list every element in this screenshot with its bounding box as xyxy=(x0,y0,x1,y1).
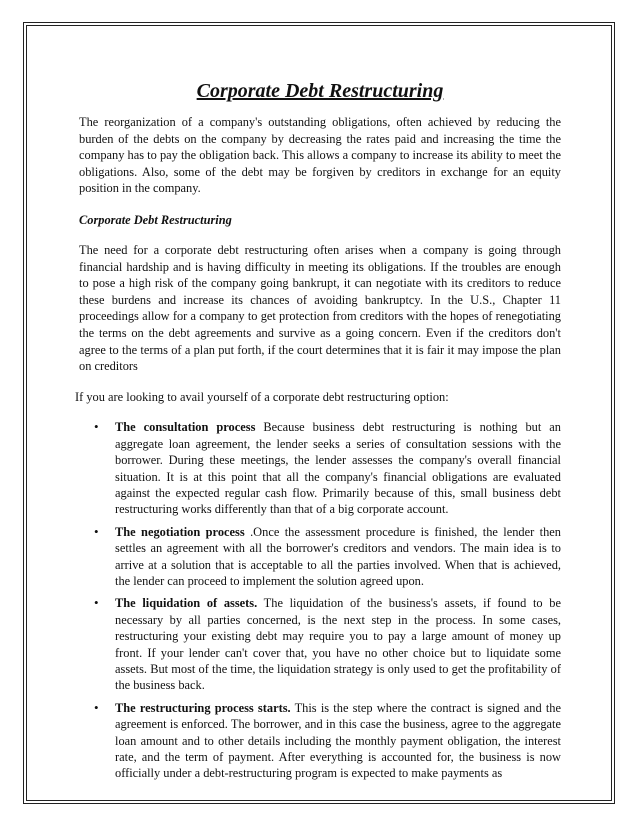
list-item-liquidation xyxy=(79,595,561,693)
definition-paragraph: The reorganization of a company's outstanding obligations, often achieved by reducing the burden of the debts on the company by decreasing the rates paid and increasing the time the company has to pay the obligation back. This allows a company to increase its ability to meet the obligations. Also, some of the debt may be forgiven by creditors in exchange for an equity position in the company. xyxy=(79,115,561,196)
section-subheading: Corporate Debt Restructuring xyxy=(79,212,232,227)
list-item-consultation xyxy=(79,419,561,517)
bullets-intro: If you are looking to avail yourself of a corporate debt restructuring option: xyxy=(75,389,449,404)
bullet-icon: • xyxy=(94,523,99,539)
bullet-icon: • xyxy=(94,419,99,435)
list-item-text: Because business debt restructuring is nothing but an aggregate loan agreement, the lender seeks a series of consultation sessions with the borrower. During these meetings, the lender assesses the company's overall financial situation. It is at this point that all the company's financial obligations are evaluated against the expected regular cash flow. Primarily because of this, small business debt restructuring works differently than that of a big corporate account. xyxy=(115,420,561,517)
need-paragraph: The need for a corporate debt restructuring often arises when a company is going through financial hardship and is having difficulty in meeting its obligations. If the troubles are enough to pose a high risk of the company going bankrupt, it can negotiate with its creditors to reduce these burdens and increase its chances of avoiding bankruptcy. In the U.S., Chapter 11 proceedings allow for a company to get protection from creditors with the hopes of renegotiating the terms on the debt agreements and survive as a going concern. Even if the creditors don't agree to the terms of a plan put forth, if the court determines that it is fair it may impose the plan on creditors xyxy=(79,242,561,374)
bullet-icon: • xyxy=(94,595,99,611)
process-list xyxy=(79,419,561,782)
list-item-heading: The consultation process xyxy=(115,420,256,435)
list-item-text: .Once the assessment procedure is finished, the lender then settles an agreement with all the borrower's creditors and vendors. The main idea is to arrive at a solution that is acceptable to all the parties involved. When that is achieved, the lender can proceed to implement the solution agreed upon. xyxy=(115,524,561,588)
list-item-heading: The restructuring process starts. xyxy=(115,700,291,715)
list-item-text: The liquidation of the business's assets, if found to be necessary by all parties concerned, is the next step in the process. In some cases, restructuring your existing debt may require you to pay a large amount of money up front. If your lender can't cover that, you have no other choice but to liquidate some assets. But most of the time, the liquidation strategy is only used to get the profitability of the business back. xyxy=(115,596,561,693)
list-item-heading: The liquidation of assets. xyxy=(115,596,258,611)
document-body xyxy=(75,78,561,788)
list-item-negotiation xyxy=(79,524,561,590)
bullet-icon: • xyxy=(94,699,99,715)
list-item-text: This is the step where the contract is signed and the agreement is enforced. The borrower, and in this case the business, agree to the aggregate loan amount and to other details including the monthly payment obligation, the interest rate, and the term of payment. After everything is accounted for, the business is now officially under a debt-restructuring program is expected to make payments as xyxy=(115,700,561,781)
document-title: Corporate Debt Restructuring xyxy=(196,80,444,102)
list-item-heading: The negotiation process xyxy=(115,524,245,539)
list-item-restructuring xyxy=(79,700,561,782)
